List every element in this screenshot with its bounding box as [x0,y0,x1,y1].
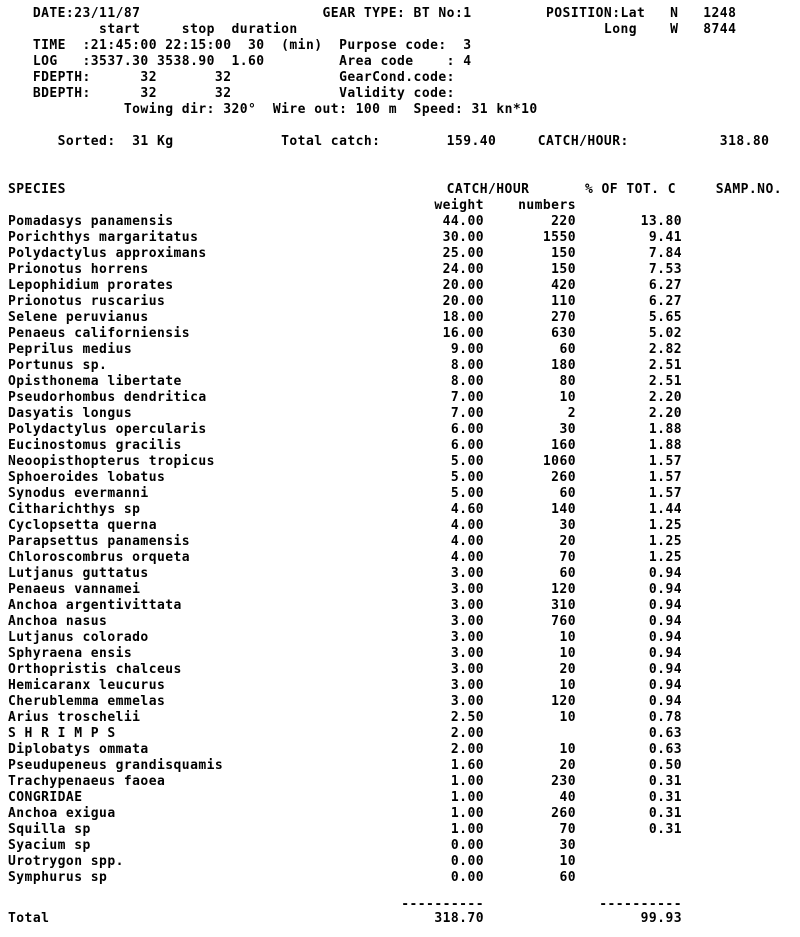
species-name: S H R I M P S [8,726,116,741]
dash-spacer [8,900,400,910]
pct-spacer [576,198,682,214]
weight-value: 3.00 [450,598,484,613]
weight-value: 3.00 [450,662,484,677]
pct-value: 1.88 [648,422,682,437]
species-name: Polydactylus opercularis [8,422,207,437]
subheader-spacer [8,198,400,214]
numbers-value: 10 [559,742,576,757]
species-row [8,630,800,646]
weight-label: weight [434,198,484,213]
species-row [8,278,800,294]
pct-value: 0.94 [648,630,682,645]
numbers-value: 160 [551,438,576,453]
weight-value: 3.00 [450,694,484,709]
table-rows [8,214,800,886]
dash-gap [484,900,576,910]
samp-value [682,262,782,278]
samp-value [682,758,782,774]
species-name: Lutjanus guttatus [8,566,149,581]
species-name: Chloroscombrus orqueta [8,550,191,565]
species-row [8,374,800,390]
samp-value [682,678,782,694]
weight-value: 4.00 [450,534,484,549]
numbers-value: 70 [559,550,576,565]
samp-value [682,726,782,742]
weight-value: 20.00 [442,278,484,293]
total-numbers-blank [484,910,576,928]
weight-value: 1.00 [450,806,484,821]
species-row [8,422,800,438]
species-name: Neoopisthopterus tropicus [8,454,215,469]
samp-value [682,502,782,518]
pct-value: 2.20 [648,406,682,421]
numbers-value: 150 [551,262,576,277]
weight-value: 3.00 [450,678,484,693]
samp-value [682,326,782,342]
weight-value: 7.00 [450,390,484,405]
samp-value [682,566,782,582]
numbers-value: 20 [559,758,576,773]
weight-value: 2.50 [450,710,484,725]
weight-value: 20.00 [442,294,484,309]
species-name: Anchoa exigua [8,806,116,821]
samp-value [682,406,782,422]
dash-weight: ---------- [401,897,484,912]
species-row [8,390,800,406]
weight-value: 3.00 [450,646,484,661]
total-row [8,910,800,928]
species-name: Orthopristis chalceus [8,662,182,677]
samp-value [682,710,782,726]
species-row [8,438,800,454]
pct-value: 1.44 [648,502,682,517]
numbers-value: 60 [559,566,576,581]
samp-value [682,230,782,246]
samp-value [682,550,782,566]
pct-value: 0.94 [648,662,682,677]
weight-value: 44.00 [442,214,484,229]
species-row [8,838,800,854]
col-catch-hour-label: CATCH/HOUR [446,182,530,197]
pct-value: 1.25 [648,550,682,565]
pct-value: 5.02 [648,326,682,341]
weight-value: 5.00 [450,454,484,469]
species-name: Dasyatis longus [8,406,133,421]
samp-value [682,822,782,838]
species-name: Prionotus ruscarius [8,294,166,309]
species-name: Cyclopsetta querna [8,518,157,533]
pct-value: 5.65 [648,310,682,325]
species-row [8,454,800,470]
samp-value [682,598,782,614]
samp-value [682,486,782,502]
numbers-value: 270 [551,310,576,325]
pct-value: 0.31 [648,774,682,789]
weight-value: 2.00 [450,742,484,757]
species-row [8,214,800,230]
species-row [8,326,800,342]
samp-value [682,246,782,262]
species-name: Eucinostomus gracilis [8,438,182,453]
numbers-value: 10 [559,630,576,645]
numbers-label: numbers [518,198,576,213]
pct-value: 1.25 [648,534,682,549]
samp-value [682,470,782,486]
pct-value: 2.51 [648,374,682,389]
total-label: Total [8,911,50,926]
numbers-value: 10 [559,678,576,693]
species-name: CONGRIDAE [8,790,83,805]
species-row [8,774,800,790]
numbers-value: 310 [551,598,576,613]
numbers-value: 630 [551,326,576,341]
samp-value [682,790,782,806]
weight-value: 30.00 [442,230,484,245]
species-name: Trachypenaeus faoea [8,774,166,789]
species-row [8,502,800,518]
species-name: Symphurus sp [8,870,108,885]
numbers-value: 150 [551,246,576,261]
header-line-log-area: LOG :3537.30 3538.90 1.60 Area code : 4 [8,54,472,69]
pct-value: 0.63 [648,742,682,757]
total-samp-blank [682,910,782,928]
species-name: Urotrygon spp. [8,854,124,869]
samp-value [682,374,782,390]
col-pct-label: % OF TOT. C [584,182,676,197]
pct-value: 0.78 [648,710,682,725]
summary-line: Sorted: 31 Kg Total catch: 159.40 CATCH/HOUR: 318.80 [8,134,770,149]
species-row [8,566,800,582]
species-row [8,582,800,598]
numbers-value: 420 [551,278,576,293]
pct-value: 1.57 [648,454,682,469]
species-row [8,358,800,374]
weight-value: 0.00 [450,854,484,869]
weight-value: 3.00 [450,582,484,597]
dash-end-spacer [682,900,782,910]
numbers-value: 70 [559,822,576,837]
species-name: Penaeus vannamei [8,582,141,597]
numbers-value: 260 [551,470,576,485]
samp-value [682,870,782,886]
pct-value: 6.27 [648,278,682,293]
samp-value [682,806,782,822]
species-row [8,694,800,710]
samp-value [682,534,782,550]
species-name: Lutjanus colorado [8,630,149,645]
weight-value: 6.00 [450,422,484,437]
pct-value: 2.82 [648,342,682,357]
numbers-value: 220 [551,214,576,229]
species-row [8,790,800,806]
species-name: Anchoa argentivittata [8,598,182,613]
samp-value [682,310,782,326]
numbers-value: 20 [559,662,576,677]
species-row [8,342,800,358]
samp-value [682,214,782,230]
species-row [8,854,800,870]
pct-value: 0.94 [648,678,682,693]
weight-value: 0.00 [450,838,484,853]
species-row [8,646,800,662]
weight-value: 8.00 [450,374,484,389]
pct-value: 0.50 [648,758,682,773]
numbers-value: 1060 [542,454,576,469]
header-line-bdepth-validity: BDEPTH: 32 32 Validity code: [8,86,455,101]
pct-value: 2.51 [648,358,682,373]
species-table [8,182,800,928]
samp-value [682,614,782,630]
species-name: Anchoa nasus [8,614,108,629]
report-header [8,6,800,118]
species-row [8,726,800,742]
pct-value: 0.94 [648,694,682,709]
samp-value [682,438,782,454]
species-row [8,230,800,246]
pct-value: 9.41 [648,230,682,245]
species-name: Hemicaranx leucurus [8,678,166,693]
numbers-value: 60 [559,342,576,357]
species-name: Opisthonema libertate [8,374,182,389]
pct-value: 7.84 [648,246,682,261]
numbers-value: 60 [559,486,576,501]
samp-value [682,342,782,358]
samp-value [682,774,782,790]
pct-value: 0.94 [648,582,682,597]
species-name: Pomadasys panamensis [8,214,174,229]
numbers-value: 10 [559,710,576,725]
numbers-value: 60 [559,870,576,885]
weight-value: 1.60 [450,758,484,773]
numbers-value [484,726,576,742]
species-row [8,294,800,310]
species-name: Lepophidium prorates [8,278,174,293]
samp-value [682,358,782,374]
species-name: Polydactylus approximans [8,246,207,261]
species-row [8,758,800,774]
numbers-value: 80 [559,374,576,389]
pct-value: 0.94 [648,646,682,661]
species-name: Sphoeroides lobatus [8,470,166,485]
weight-value: 4.00 [450,550,484,565]
samp-value [682,390,782,406]
pct-value: 1.57 [648,486,682,501]
samp-value [682,630,782,646]
pct-value [576,854,682,870]
col-samp-label: SAMP.NO. [715,182,782,197]
totals-dash-row [8,897,800,912]
weight-value: 3.00 [450,630,484,645]
header-line-time-purpose: TIME :21:45:00 22:15:00 30 (min) Purpose code: 3 [8,38,472,53]
col-species-label: SPECIES [8,182,66,197]
samp-value [682,854,782,870]
samp-value [682,838,782,854]
pct-value: 0.94 [648,598,682,613]
table-header-row [8,182,800,198]
samp-value [682,278,782,294]
weight-value: 3.00 [450,566,484,581]
weight-value: 7.00 [450,406,484,421]
species-name: Cherublemma emmelas [8,694,166,709]
species-row [8,262,800,278]
weight-value: 18.00 [442,310,484,325]
numbers-value: 120 [551,582,576,597]
species-row [8,710,800,726]
samp-value [682,454,782,470]
pct-value: 0.31 [648,806,682,821]
weight-value: 8.00 [450,358,484,373]
numbers-value: 230 [551,774,576,789]
species-name: Prionotus horrens [8,262,149,277]
header-line-towing-wire-speed: Towing dir: 320° Wire out: 100 m Speed: 31 kn*10 [8,102,538,117]
numbers-value: 10 [559,390,576,405]
pct-value [576,870,682,886]
species-row [8,678,800,694]
weight-value: 2.00 [450,726,484,741]
species-row [8,598,800,614]
weight-value: 9.00 [450,342,484,357]
table-subheader-row [8,198,800,214]
samp-value [682,742,782,758]
samp-spacer [682,198,782,214]
weight-value: 5.00 [450,486,484,501]
pct-value: 0.63 [648,726,682,741]
pct-value: 1.57 [648,470,682,485]
samp-value [682,582,782,598]
species-name: Sphyraena ensis [8,646,133,661]
species-name: Syacium sp [8,838,91,853]
species-row [8,662,800,678]
species-row [8,406,800,422]
numbers-value: 30 [559,422,576,437]
species-name: Parapsettus panamensis [8,534,191,549]
species-row [8,742,800,758]
species-row [8,534,800,550]
species-name: Peprilus medius [8,342,133,357]
dash-pct: ---------- [599,897,682,912]
species-name: Penaeus californiensis [8,326,191,341]
weight-value: 5.00 [450,470,484,485]
species-row [8,614,800,630]
numbers-value: 760 [551,614,576,629]
weight-value: 3.00 [450,614,484,629]
species-name: Synodus evermanni [8,486,149,501]
total-pct: 99.93 [640,911,682,926]
header-line-start-stop-duration: start stop duration Long W 8744 [8,22,737,37]
species-row [8,470,800,486]
numbers-value: 180 [551,358,576,373]
weight-value: 4.00 [450,518,484,533]
weight-value: 6.00 [450,438,484,453]
header-line-date-gear-position: DATE:23/11/87 GEAR TYPE: BT No:1 POSITION:Lat N 1248 [8,6,737,21]
numbers-value: 40 [559,790,576,805]
total-weight: 318.70 [434,911,484,926]
samp-value [682,694,782,710]
species-name: Portunus sp. [8,358,108,373]
species-name: Pseudorhombus dendritica [8,390,207,405]
pct-value [576,838,682,854]
samp-value [682,662,782,678]
numbers-value: 140 [551,502,576,517]
species-name: Pseudupeneus grandisquamis [8,758,224,773]
samp-value [682,518,782,534]
species-row [8,806,800,822]
species-name: Diplobatys ommata [8,742,149,757]
samp-value [682,422,782,438]
pct-value: 13.80 [640,214,682,229]
weight-value: 25.00 [442,246,484,261]
weight-value: 0.00 [450,870,484,885]
weight-value: 4.60 [450,502,484,517]
samp-value [682,646,782,662]
weight-value: 1.00 [450,790,484,805]
numbers-value: 30 [559,838,576,853]
species-name: Squilla sp [8,822,91,837]
weight-value: 16.00 [442,326,484,341]
species-row [8,870,800,886]
species-row [8,822,800,838]
species-name: Arius troschelii [8,710,141,725]
species-name: Porichthys margaritatus [8,230,199,245]
species-row [8,550,800,566]
pct-value: 1.25 [648,518,682,533]
pct-value: 0.94 [648,614,682,629]
species-row [8,518,800,534]
species-row [8,246,800,262]
weight-value: 1.00 [450,822,484,837]
numbers-value: 110 [551,294,576,309]
pct-value: 2.20 [648,390,682,405]
header-line-fdepth-gearcond: FDEPTH: 32 32 GearCond.code: [8,70,455,85]
samp-value [682,294,782,310]
weight-value: 24.00 [442,262,484,277]
numbers-value: 1550 [542,230,576,245]
numbers-value: 10 [559,646,576,661]
numbers-value: 10 [559,854,576,869]
numbers-value: 20 [559,534,576,549]
numbers-value: 260 [551,806,576,821]
weight-value: 1.00 [450,774,484,789]
species-row [8,486,800,502]
numbers-value: 30 [559,518,576,533]
pct-value: 1.88 [648,438,682,453]
pct-value: 0.94 [648,566,682,581]
species-row [8,310,800,326]
pct-value: 6.27 [648,294,682,309]
pct-value: 0.31 [648,790,682,805]
species-name: Citharichthys sp [8,502,141,517]
species-name: Selene peruvianus [8,310,149,325]
pct-value: 0.31 [648,822,682,837]
pct-value: 7.53 [648,262,682,277]
numbers-value: 2 [567,406,576,421]
numbers-value: 120 [551,694,576,709]
